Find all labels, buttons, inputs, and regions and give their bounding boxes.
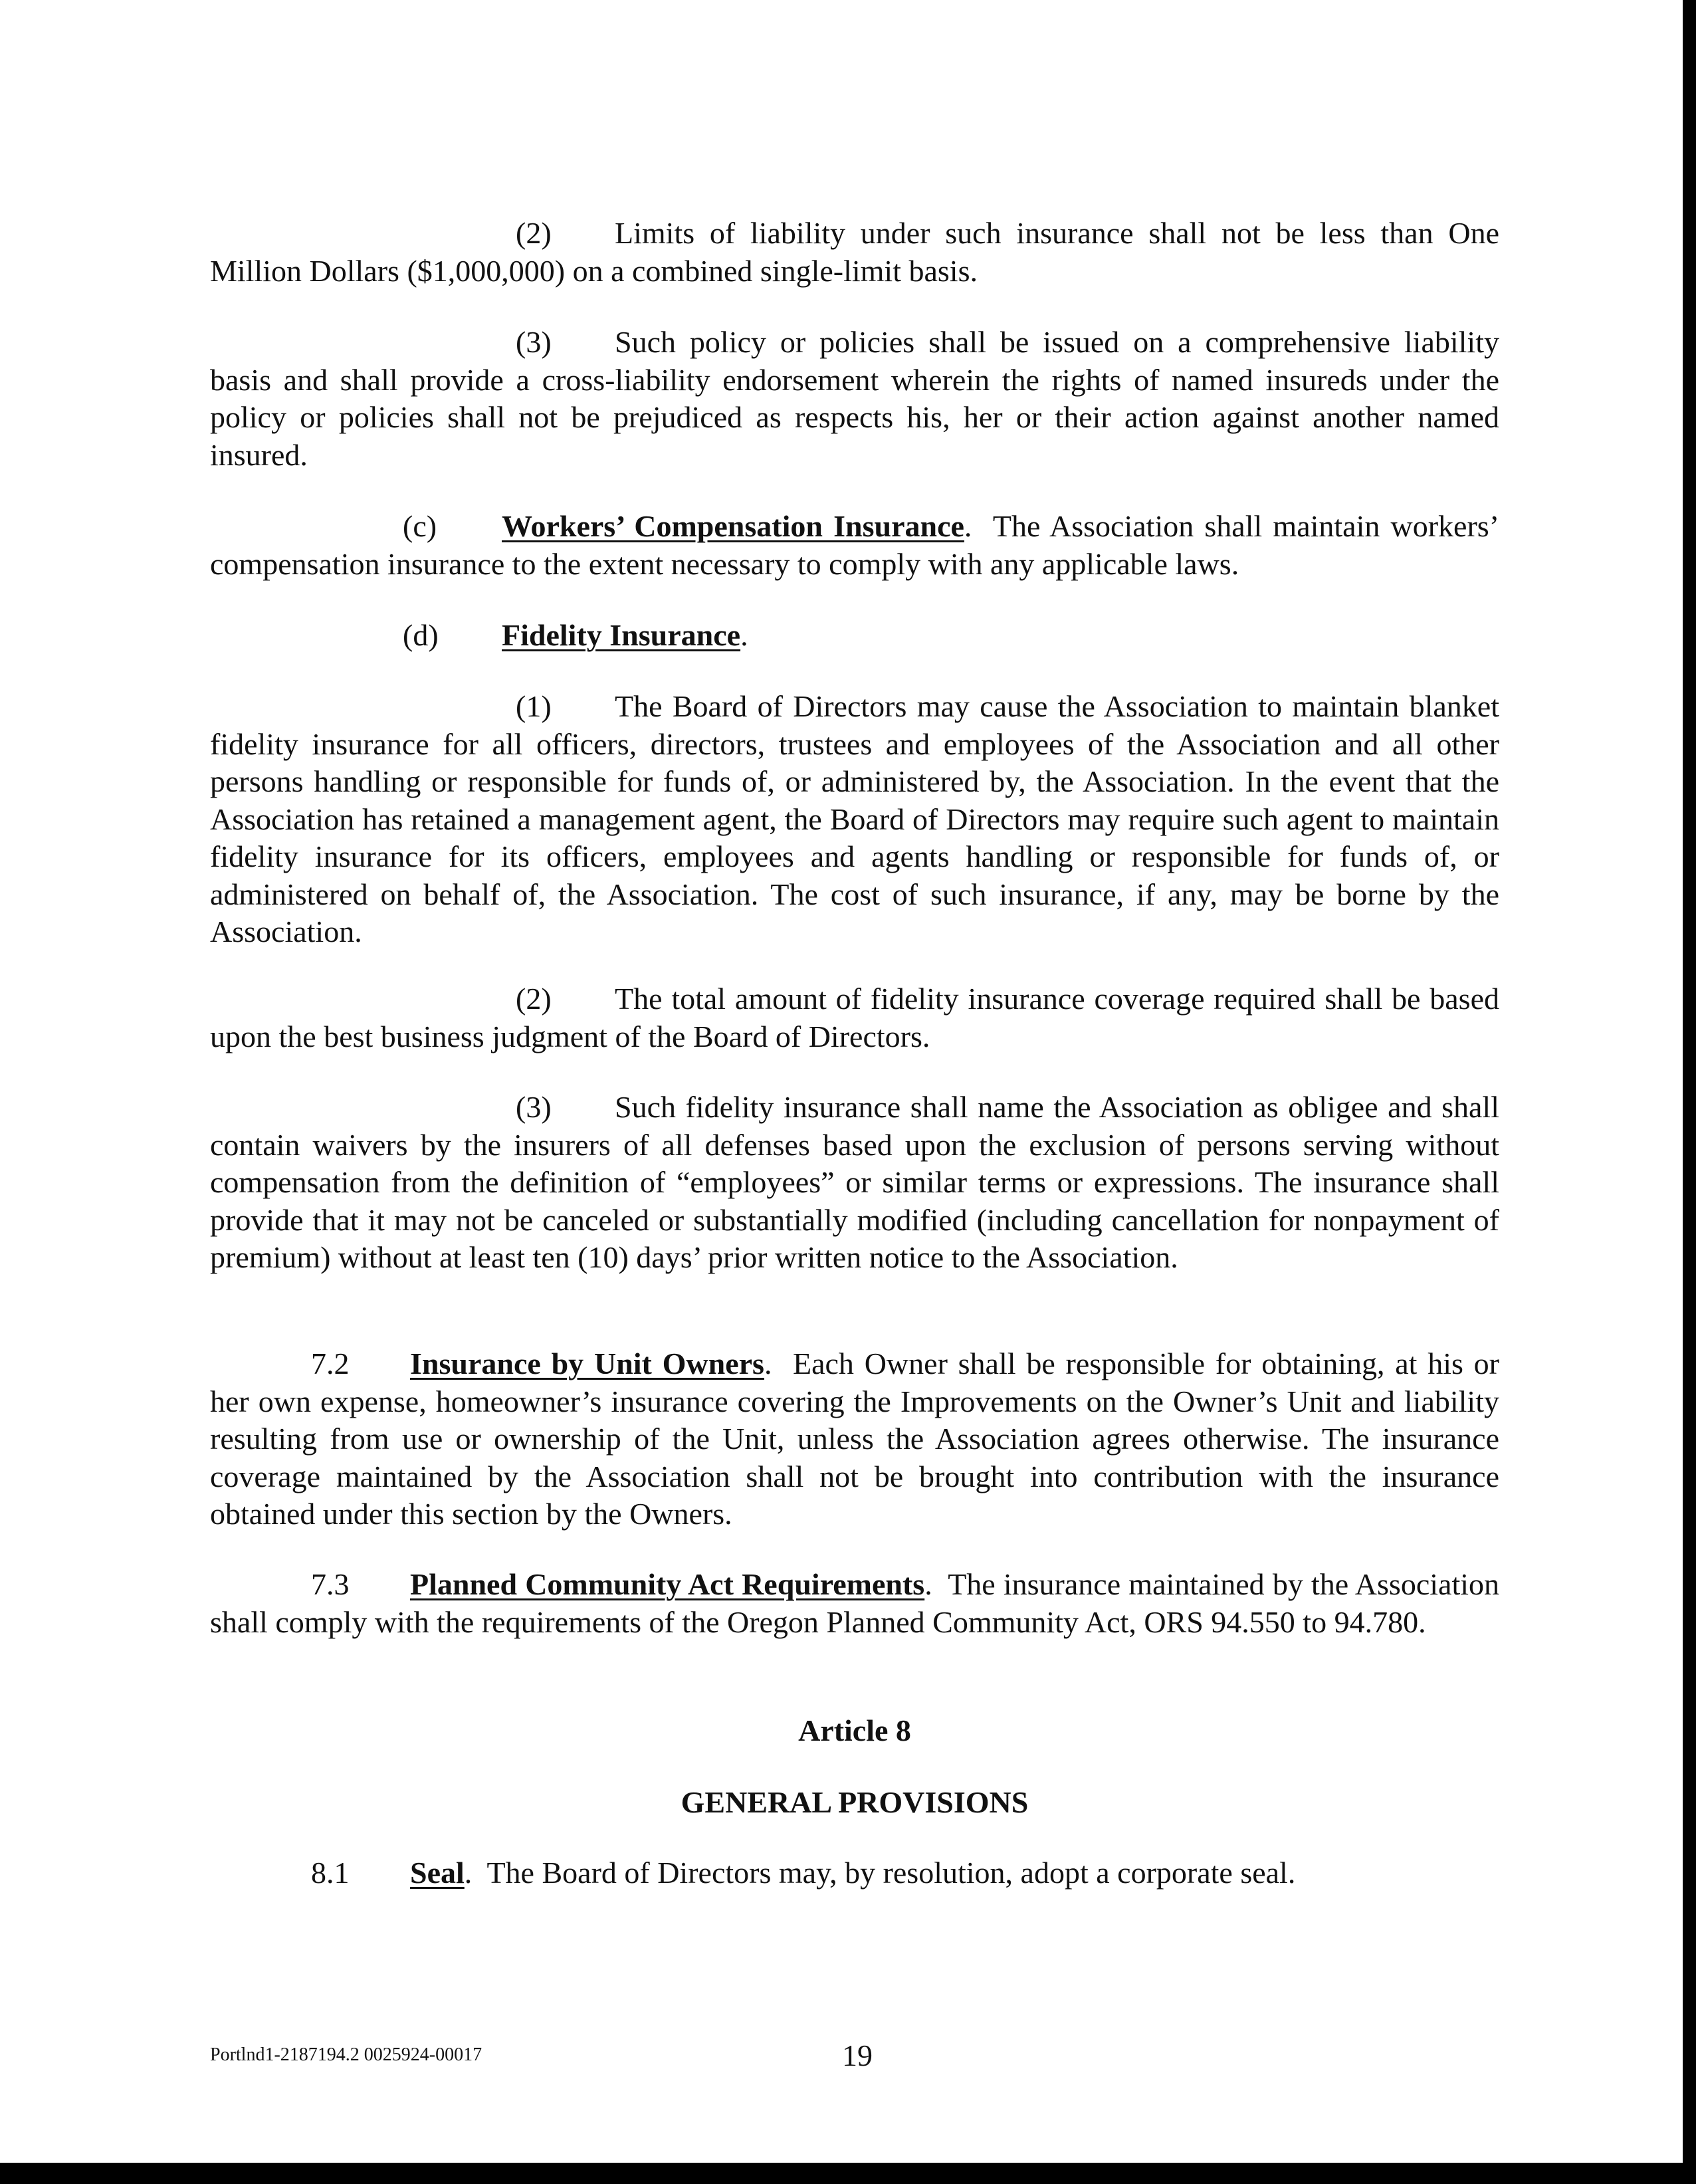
item-number: (3) (516, 1090, 552, 1124)
article-title: Article 8 (798, 1713, 911, 1747)
section-7-2 (210, 1345, 1499, 1533)
item-number: (2) (516, 216, 552, 250)
paragraph-b3 (210, 324, 1499, 474)
heading-punct: . (464, 1856, 473, 1890)
section-8-1 (210, 1854, 1499, 1892)
section-heading: Workers’ Compensation Insurance (502, 509, 964, 543)
paragraph-text: Such fidelity insurance shall name the Association as obligee and shall contain waivers by the insurers of all defenses based upon the exclusion of persons serving without compensation from the definition of “employees” or similar terms or expressions. The insurance shall provide that it may not be canceled or substantially modified (including cancellation for nonpayment of premium) without at least ten (10) days’ prior written notice to the Association. (210, 1090, 1499, 1274)
page-number: 19 (842, 2038, 873, 2072)
item-number: (2) (516, 982, 552, 1016)
article-subtitle: GENERAL PROVISIONS (681, 1785, 1029, 1819)
paragraph-d2 (210, 980, 1499, 1055)
section-heading: Fidelity Insurance (502, 618, 741, 652)
paragraph-text: Such policy or policies shall be issued on a comprehensive liability basis and shall provide a cross-liability endorsement wherein the rights of named insureds under the policy or policies shall not be prejudiced as respects his, her or their action against another named insured. (210, 325, 1499, 472)
heading-punct: . (964, 509, 972, 543)
paragraph-d3 (210, 1089, 1499, 1277)
section-heading: Planned Community Act Requirements (410, 1567, 925, 1601)
section-number: 7.3 (311, 1567, 350, 1601)
section-heading: Seal (410, 1856, 465, 1890)
paragraph-text: The Board of Directors may cause the Association to maintain blanket fidelity insurance for all officers, directors, trustees and employees of the Association and all other persons handling or responsible for funds of, or administered by, the Association. In the event that the Association has retained a management agent, the Board of Directors may require such agent to maintain fidelity insurance for its officers, employees and agents handling or responsible for funds of, or administered on behalf of, the Association. The cost of such insurance, if any, may be borne by the Association. (210, 689, 1499, 948)
paragraph-text: Each Owner shall be responsible for obtaining, at his or her own expense, homeowner’s insurance covering the Improvements on the Owner’s Unit and liability resulting from use or ownership of the Unit, unless the Association agrees otherwise. The insurance coverage maintained by the Association shall not be brought into contribution with the insurance obtained under this section by the Owners. (210, 1347, 1500, 1531)
paragraph-text: The Association shall maintain workers’ compensation insurance to the extent necessary to comply with any applicable laws. (210, 509, 1500, 581)
section-7-3 (210, 1566, 1499, 1641)
paragraph-b2 (210, 215, 1499, 290)
paragraph-text: The Board of Directors may, by resolution, adopt a corporate seal. (486, 1856, 1296, 1890)
section-number: 7.2 (311, 1347, 350, 1380)
heading-punct: . (764, 1347, 772, 1380)
paragraph-text: The insurance maintained by the Association shall comply with the requirements of the Oregon Planned Community Act, ORS 94.550 to 94.780. (210, 1567, 1500, 1639)
paragraph-d (210, 617, 1499, 655)
item-number: (1) (516, 689, 552, 723)
paragraph-c (210, 508, 1499, 583)
section-number: 8.1 (311, 1856, 350, 1890)
heading-punct: . (740, 618, 748, 652)
paragraph-text: The total amount of fidelity insurance coverage required shall be based upon the best business judgment of the Board of Directors. (210, 982, 1499, 1053)
heading-punct: . (924, 1567, 932, 1601)
document-id: Portlnd1-2187194.2 0025924-00017 (210, 2044, 482, 2065)
item-letter: (d) (403, 618, 439, 652)
item-letter: (c) (403, 509, 437, 543)
item-number: (3) (516, 325, 552, 359)
paragraph-text: Limits of liability under such insurance shall not be less than One Million Dollars ($1,000,000) on a combined single-limit basis. (210, 216, 1499, 288)
paragraph-d1 (210, 688, 1499, 951)
section-heading: Insurance by Unit Owners (410, 1347, 764, 1380)
